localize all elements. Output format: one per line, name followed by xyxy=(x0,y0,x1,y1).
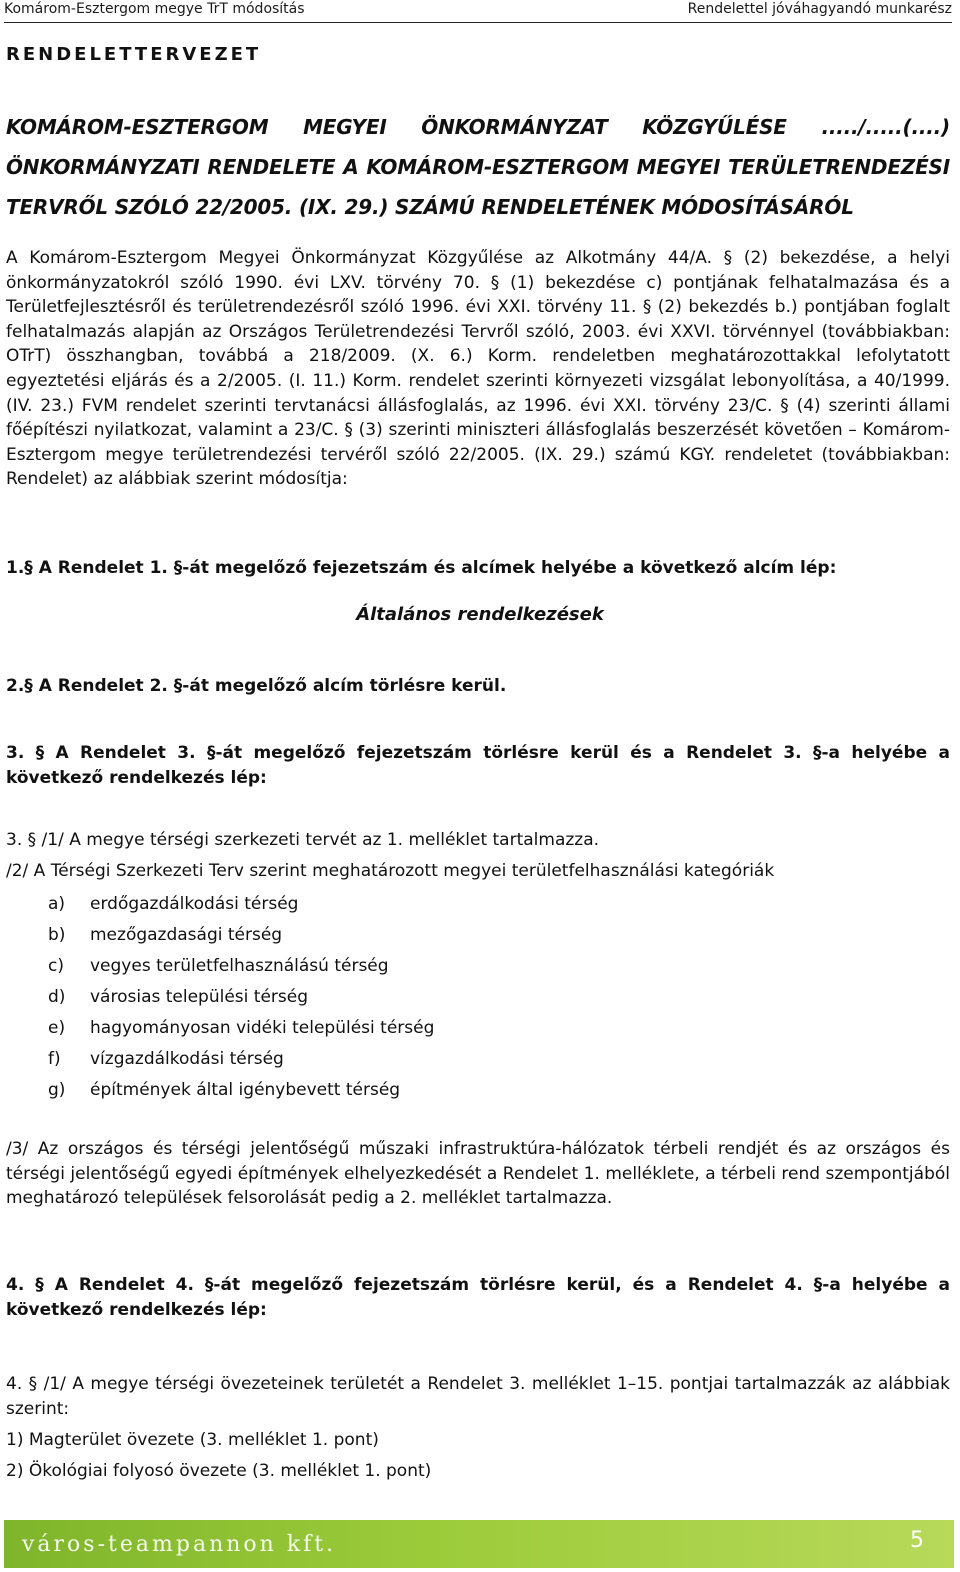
list-item xyxy=(48,1013,434,1044)
list-item-text: vegyes területfelhasználású térség xyxy=(90,956,389,976)
section-4-item-1: 1) Magterület övezete (3. melléklet 1. pont) xyxy=(6,1430,379,1450)
section-3-paragraph-1: 3. § /1/ A megye térségi szerkezeti tervét az 1. melléklet tartalmazza. xyxy=(6,830,600,850)
list-marker: g) xyxy=(48,1080,66,1100)
list-item-text: hagyományosan vidéki települési térség xyxy=(90,1018,435,1038)
list-item-text: építmények által igénybevett térség xyxy=(90,1080,401,1100)
list-item-text: vízgazdálkodási térség xyxy=(90,1049,284,1069)
list-item-text: városias települési térség xyxy=(90,987,309,1007)
list-marker: f) xyxy=(48,1049,61,1069)
company-logo-text: város-teampannon kft. xyxy=(22,1532,337,1557)
header-right-text: Rendelettel jóváhagyandó munkarész xyxy=(687,1,952,17)
page-header xyxy=(4,0,952,23)
section-3-paragraph-2: /2/ A Térségi Szerkezeti Terv szerint meghatározott megyei területfelhasználási kategóriák xyxy=(6,861,775,881)
list-item xyxy=(48,1075,434,1106)
list-marker: b) xyxy=(48,925,66,945)
list-item-text: erdőgazdálkodási térség xyxy=(90,894,299,914)
section-3-paragraph-3: /3/ Az országos és térségi jelentőségű műszaki infrastruktúra-hálózatok térbeli rendjét és az országos és térségi jelentőségű egyedi építmények elhelyezkedését a Rendelet 1. melléklete, a térbeli rend szempontjából meghatározó települések felsorolását pedig a 2. melléklet tartalmazza. xyxy=(6,1139,950,1209)
section-4-item-2: 2) Ökológiai folyosó övezete (3. melléklet 1. pont) xyxy=(6,1461,432,1481)
section-3-heading: 3. § A Rendelet 3. §-át megelőző fejezetszám törlésre kerül és a Rendelet 3. §-a helyébe a következő rendelkezés lép: xyxy=(6,743,950,788)
list-item xyxy=(48,889,434,920)
page-footer-banner xyxy=(4,1520,954,1568)
list-marker: a) xyxy=(48,894,66,914)
list-item xyxy=(48,1044,434,1075)
preamble-paragraph: A Komárom-Esztergom Megyei Önkormányzat Közgyűlése az Alkotmány 44/A. § (2) bekezdése, a helyi önkormányzatokról szóló 1990. évi LXV. törvény 70. § (1) bekezdése c) pontjának felhatalmazása és a Területfejlesztésről és területrendezésről szóló 1996. évi XXI. törvény 11. § (2) bekezdés b.) pontjában foglalt felhatalmazás alapján az Országos Területrendezési Tervről szóló, 2003. évi XXVI. törvénnyel (továbbiakban: OTrT) összhangban, továbbá a 218/2009. (X. 6.) Korm. rendeletben meghatározottakkal lefolytatott egyeztetési eljárás és a 2/2005. (I. 11.) Korm. rendelet szerinti környezeti vizsgálat lebonyolítása, a 40/1999. (IV. 23.) FVM rendelet szerinti tervtanácsi állásfoglalás, az 1996. évi XXI. törvény 23/C. § (4) szerinti állami főépítészi nyilatkozat, valamint a 23/C. § (3) szerinti miniszteri állásfoglalás beszerzését követően – Komárom-Esztergom megye területrendezési tervéről szóló 22/2005. (IX. 29.) számú KGY. rendeletet (továbbiakban: Rendelet) az alábbiak szerint módosítja: xyxy=(6,248,950,490)
header-left-text: Komárom-Esztergom megye TrT módosítás xyxy=(4,1,305,17)
document-title: KOMÁROM-ESZTERGOM MEGYEI ÖNKORMÁNYZAT KÖZGYŰLÉSE ...../.....(....) ÖNKORMÁNYZATI RENDELETE A KOMÁROM-ESZTERGOM MEGYEI TERÜLETRENDEZÉSI TERVRŐL SZÓLÓ 22/2005. (IX. 29.) SZÁMÚ RENDELETÉNEK MÓDOSÍTÁSÁRÓL xyxy=(6,115,950,219)
document-type-label: RENDELETTERVEZET xyxy=(6,44,262,65)
list-item-text: mezőgazdasági térség xyxy=(90,925,283,945)
section-4-paragraph-1: 4. § /1/ A megye térségi övezeteinek területét a Rendelet 3. melléklet 1–15. pontjai tartalmazzák az alábbiak szerint: xyxy=(6,1374,950,1419)
list-item xyxy=(48,951,434,982)
subtitle-general-provisions: Általános rendelkezések xyxy=(356,604,604,625)
page-number: 5 xyxy=(910,1528,924,1553)
section-4-heading: 4. § A Rendelet 4. §-át megelőző fejezetszám törlésre kerül, és a Rendelet 4. §-a helyébe a következő rendelkezés lép: xyxy=(6,1275,950,1320)
section-2-heading: 2.§ A Rendelet 2. §-át megelőző alcím törlésre kerül. xyxy=(6,676,507,696)
list-marker: d) xyxy=(48,987,66,1007)
list-marker: e) xyxy=(48,1018,66,1038)
land-use-category-list xyxy=(48,889,434,1106)
list-marker: c) xyxy=(48,956,64,976)
section-1-heading: 1.§ A Rendelet 1. §-át megelőző fejezetszám és alcímek helyébe a következő alcím lép: xyxy=(6,558,837,578)
list-item xyxy=(48,920,434,951)
list-item xyxy=(48,982,434,1013)
